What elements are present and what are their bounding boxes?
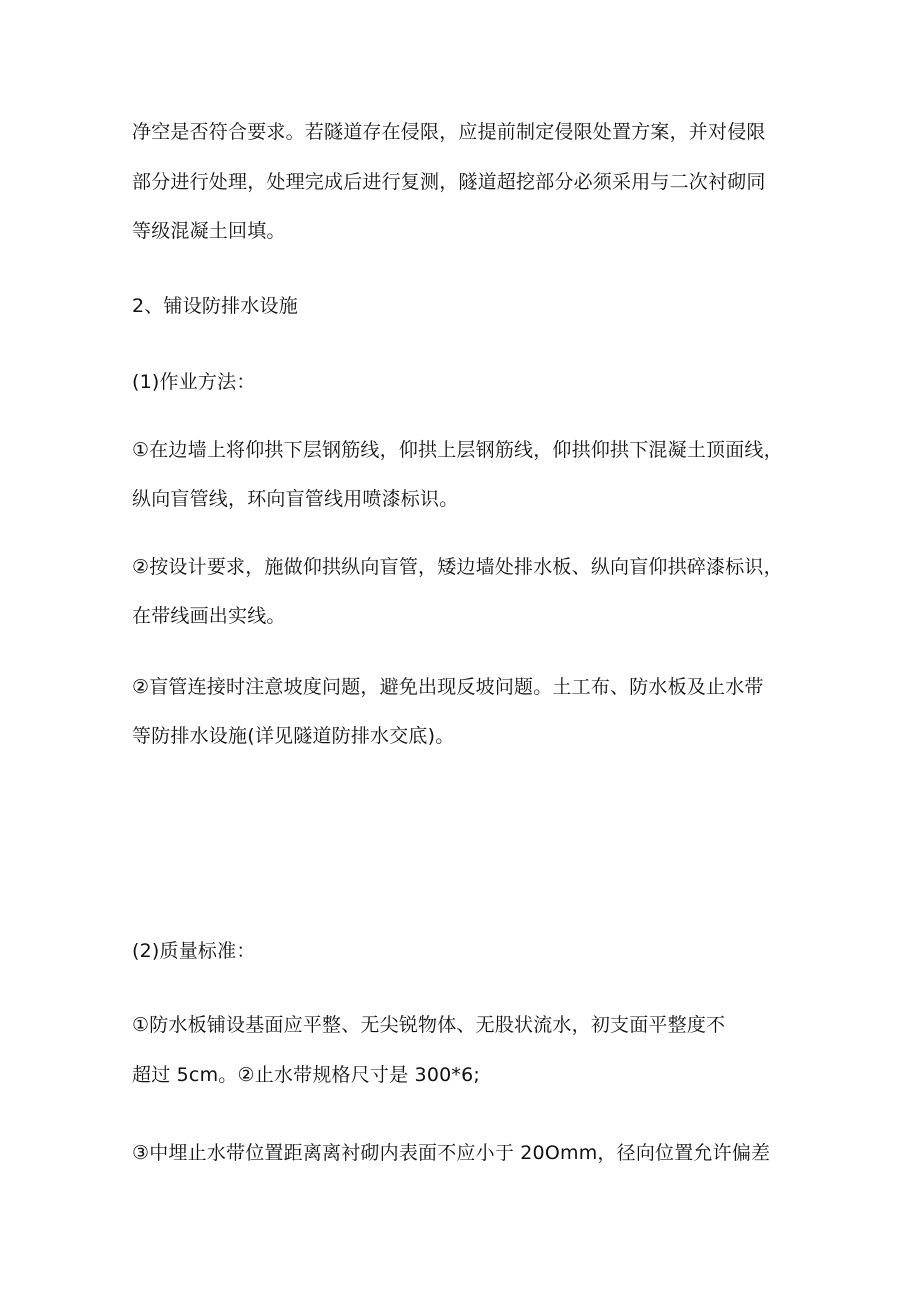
method-item-line: ②按设计要求，施做仰拱纵向盲管，矮边墙处排水板、纵向盲仰拱碎漆标识， [132, 556, 783, 578]
paragraph-line: 等级混凝土回填。 [132, 220, 286, 242]
paragraph-line: 部分进行处理，处理完成后进行复测，隧道超挖部分必须采用与二次衬砌同 [132, 171, 766, 193]
method-item-line: ①在边墙上将仰拱下层钢筋线，仰拱上层钢筋线，仰拱仰拱下混凝土顶面线， [132, 439, 783, 461]
section-heading: 2、铺设防排水设施 [132, 295, 298, 317]
method-item-line: ②盲管连接时注意坡度问题，避免出现反坡问题。土工布、防水板及止水带 [132, 676, 764, 698]
quality-item-line: 超过 5cm。②止水带规格尺寸是 300*6; [132, 1064, 481, 1086]
method-item-line: 纵向盲管线，环向盲管线用喷漆标识。 [132, 488, 459, 510]
subsection-heading-quality: (2)质量标准： [132, 940, 256, 962]
quality-item-line: ①防水板铺设基面应平整、无尖锐物体、无股状流水，初支面平整度不 [132, 1014, 726, 1036]
method-item-line: 等防排水设施(详见隧道防排水交底)。 [132, 725, 455, 747]
method-item-line: 在带线画出实线。 [132, 605, 286, 627]
quality-item-line: ③中埋止水带位置距离离衬砌内表面不应小于 20Omm，径向位置允许偏差 [132, 1142, 771, 1164]
subsection-heading-method: (1)作业方法： [132, 371, 256, 393]
paragraph-line: 净空是否符合要求。若隧道存在侵限，应提前制定侵限处置方案，并对侵限 [132, 121, 766, 143]
